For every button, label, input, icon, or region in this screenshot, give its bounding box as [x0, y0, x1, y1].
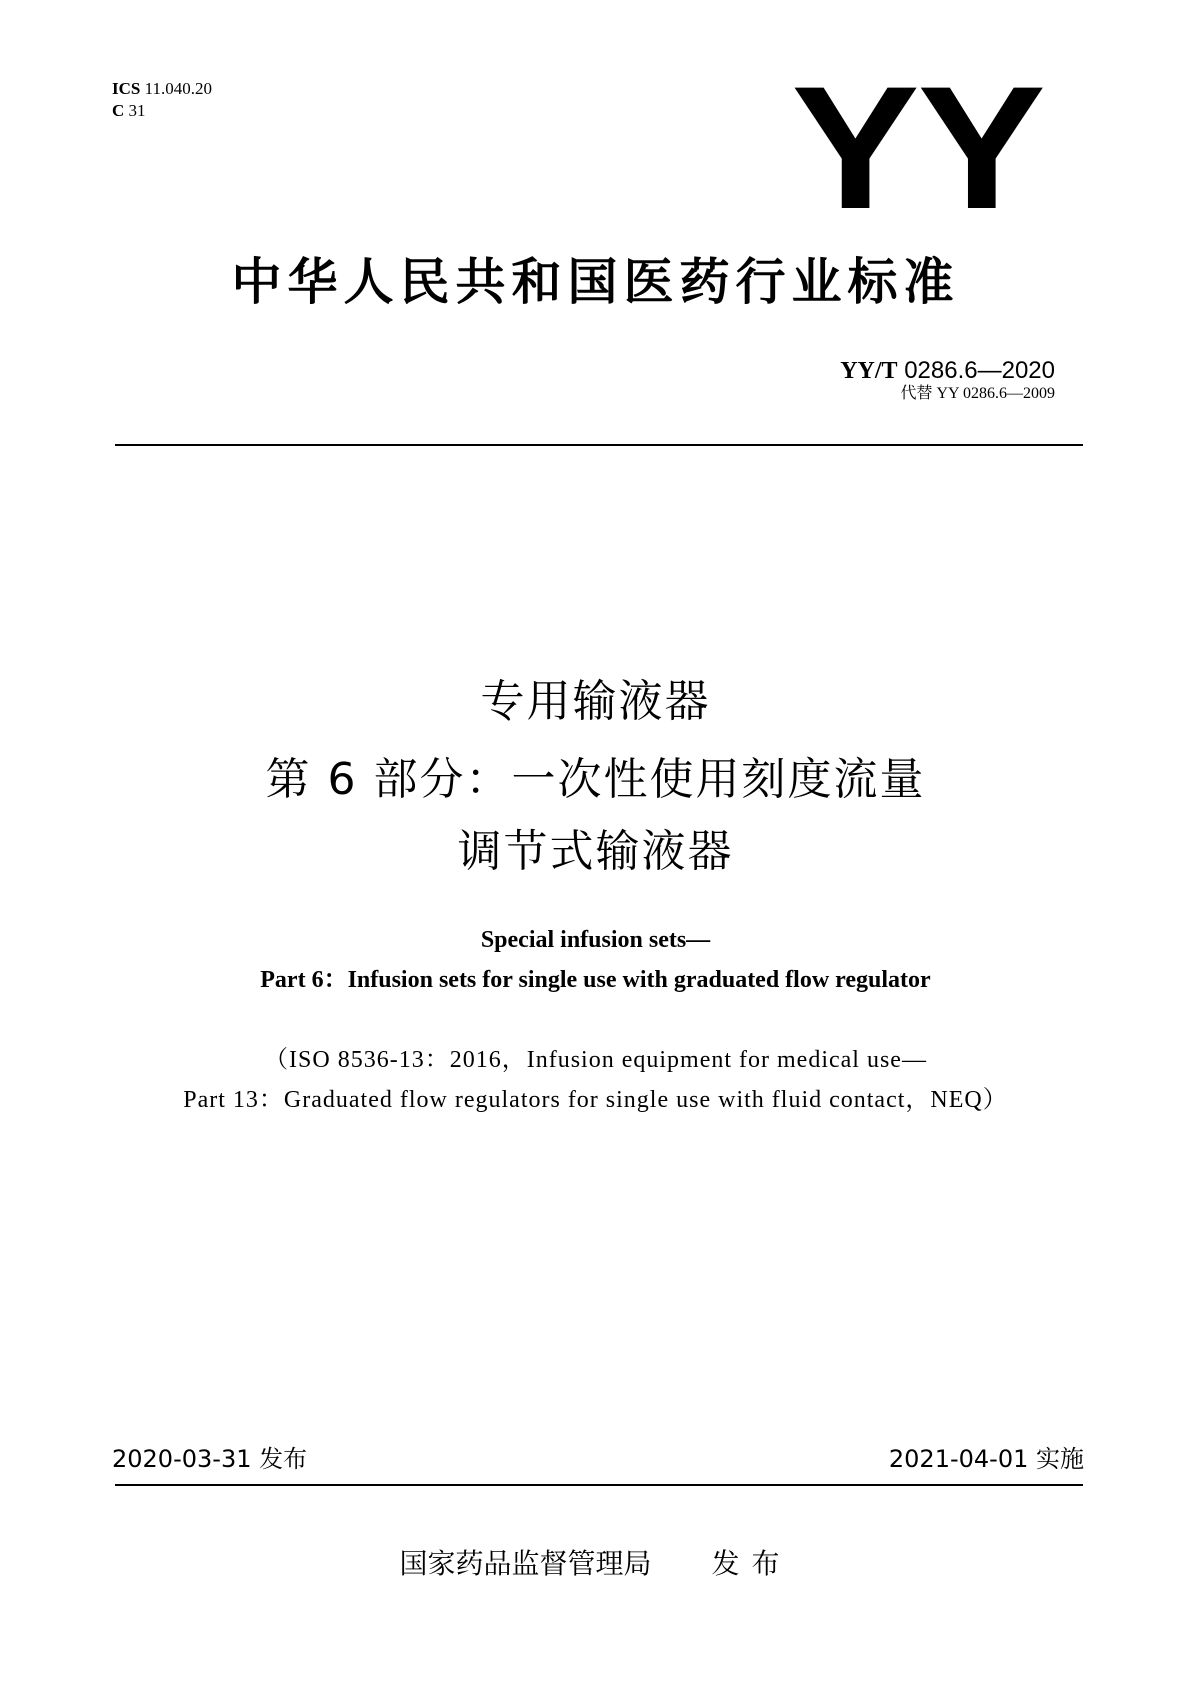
standard-code-number: 0286.6—2020 — [904, 357, 1055, 384]
replaces-standard: 代替 YY 0286.6—2009 — [900, 385, 1055, 402]
title-cn-line-1: 专用输液器 — [480, 676, 711, 727]
yy-logo: YY — [791, 51, 1044, 246]
footer-divider — [115, 1484, 1083, 1486]
ics-label: ICS — [112, 79, 141, 98]
classification-codes — [112, 78, 212, 122]
header-divider — [115, 444, 1083, 446]
iso-reference-line-2: Part 13：Graduated flow regulators for single use with fluid contact，NEQ） — [183, 1087, 1008, 1113]
ics-value: 11.040.20 — [144, 79, 212, 98]
title-cn-line-3: 调节式输液器 — [457, 826, 734, 877]
title-cn-line-2: 第 6 部分：一次性使用刻度流量 — [265, 754, 926, 805]
standard-category-title: 中华人民共和国医药行业标准 — [231, 253, 960, 311]
publisher-name: 国家药品监督管理局 — [399, 1547, 652, 1580]
ccs-code — [112, 100, 212, 122]
publisher-action: 发布 — [711, 1547, 792, 1580]
title-en-line-2: Part 6：Infusion sets for single use with graduated flow regulator — [260, 967, 931, 993]
iso-reference-line-1: （ISO 8536-13：2016，Infusion equipment for medical use— — [264, 1047, 927, 1073]
ics-code — [112, 78, 212, 100]
implementation-date: 2021-04-01 实施 — [888, 1445, 1084, 1473]
title-en-line-1: Special infusion sets— — [480, 927, 711, 953]
standard-code-prefix: YY/T — [840, 358, 898, 384]
ccs-label: C — [112, 101, 125, 120]
standard-code — [840, 356, 1055, 386]
publisher — [0, 1546, 1191, 1582]
ccs-value: 31 — [128, 101, 146, 120]
issue-date: 2020-03-31 发布 — [112, 1445, 308, 1473]
